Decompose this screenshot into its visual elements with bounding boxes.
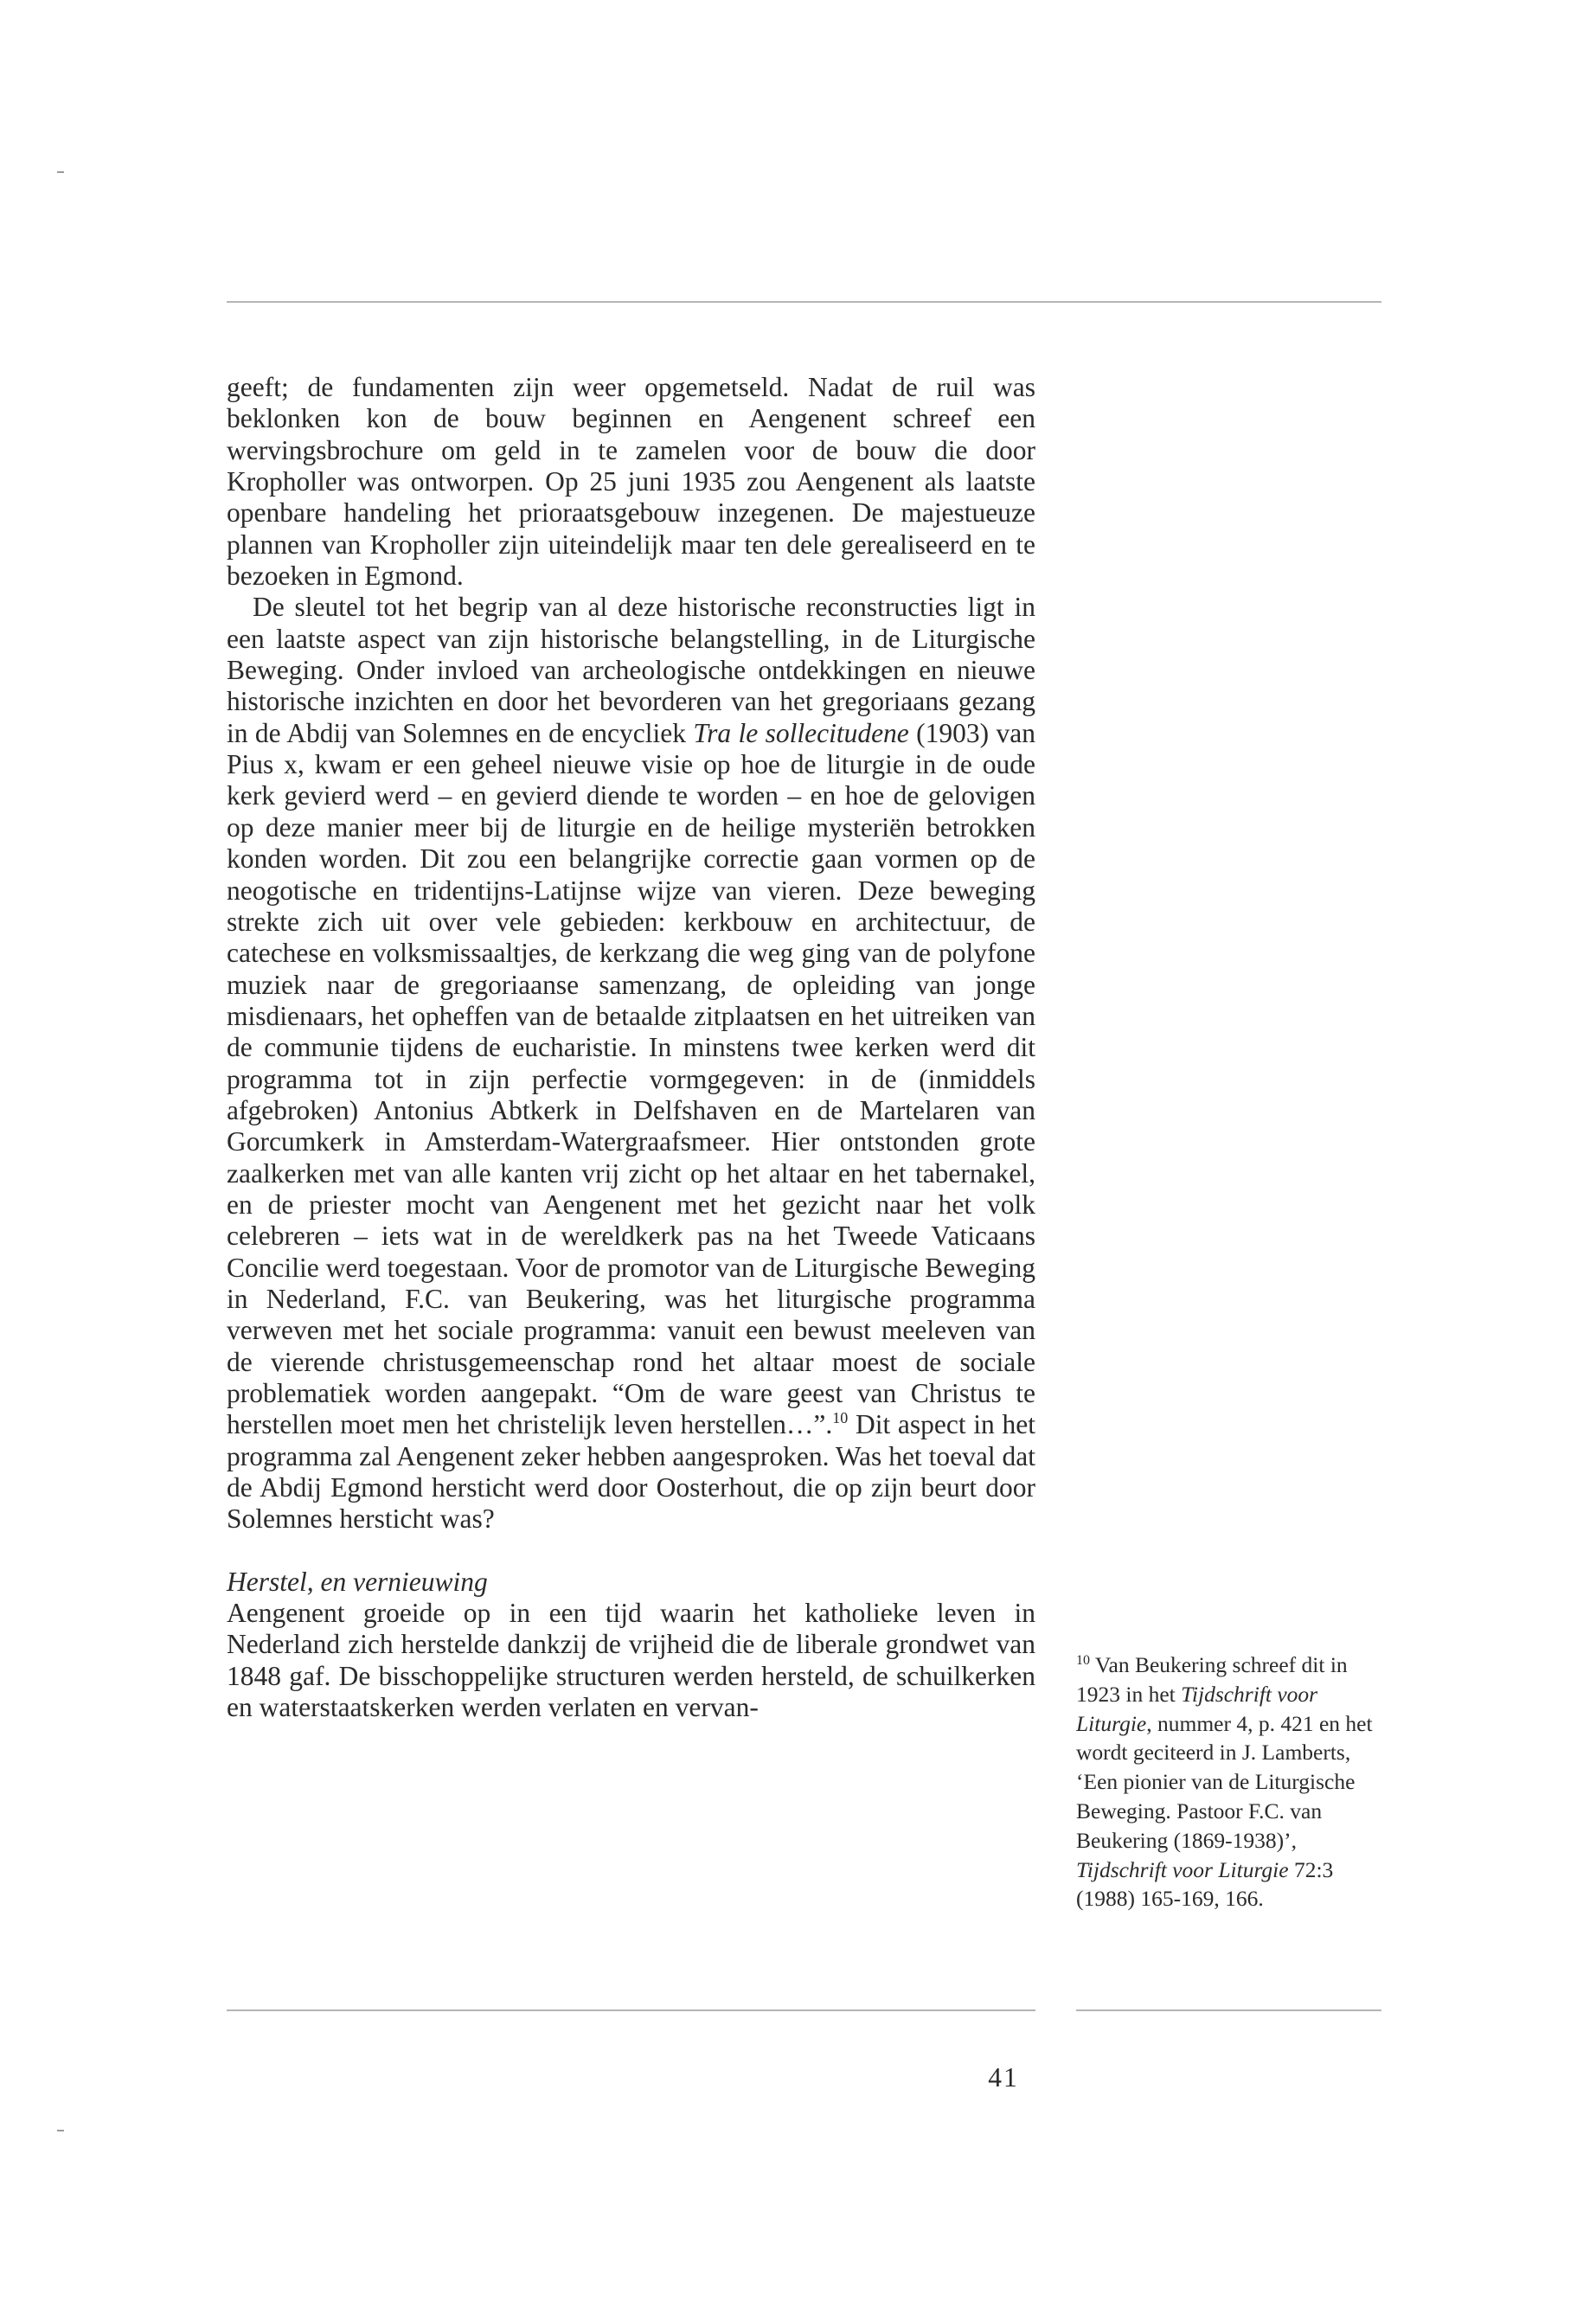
paragraph-2 xyxy=(227,592,1035,1535)
section-heading: Herstel, en vernieuwing xyxy=(227,1566,488,1597)
paragraph-3-text: Aengenent groeide op in een tijd waarin het katholieke leven in Nederland zich herstelde dankzij de vrijheid die de liberale grondwet van 1848 gaf. De bisschoppelijke structuren werden hersteld, de schuilkerken en waterstaatskerken werden verlaten en vervan- xyxy=(227,1598,1035,1723)
paragraph-1-text: geeft; de fundamenten zijn weer opgemetseld. Nadat de ruil was beklonken kon de bouw beginnen en Aengenent schreef een wervingsbrochure om geld in te zamelen voor de bouw die door Kropholler was ontworpen. Op 25 juni 1935 zou Aengenent als laatste openbare handeling het prioraatsgebouw inzegenen. De majestueuze plannen van Kropholler zijn uiteindelijk maar ten dele gerealiseerd en te bezoeken in Egmond. xyxy=(227,372,1035,592)
footnote-reference[interactable]: 10 xyxy=(832,1409,849,1427)
paragraph-1 xyxy=(227,372,1035,592)
header-rule xyxy=(227,301,1381,303)
footnote-text-1: Van Beukering schreef dit in 1923 in het xyxy=(1076,1652,1348,1707)
footnote-text-3: 72:3 (1988) 165-169, 166. xyxy=(1076,1856,1334,1912)
main-text-column xyxy=(227,372,1035,1723)
paragraph-2-text-c: Dit aspect in het programma zal Aengenent zeker hebben aangesproken. Was het toeval dat de Abdij Egmond hersticht werd door Oosterhout, die op zijn beurt door Solemnes hersticht was? xyxy=(227,1409,1035,1535)
paragraph-3 xyxy=(227,1598,1035,1723)
crop-mark-top xyxy=(57,171,64,173)
footnote-journal-title-2: Tijdschrift voor Liturgie xyxy=(1076,1856,1289,1882)
footnote-number: 10 xyxy=(1076,1653,1090,1668)
footer-rule-main xyxy=(227,2009,1035,2011)
encyclical-title: Tra le sollecitudene xyxy=(693,717,909,748)
footnote xyxy=(1076,1650,1381,1913)
footnote-journal-title-1: Tijdschrift voor Liturgie xyxy=(1076,1681,1318,1736)
paragraph-2-text-a: De sleutel tot het begrip van al deze historische reconstructies ligt in een laatste aspect van zijn historische belangstelling, in de Liturgische Beweging. Onder invloed van archeologische ontdekkingen en nieuwe historische inzichten en door het bevorderen van het gregoriaans gezang in de Abdij van Solemnes en de encycliek xyxy=(227,592,1035,748)
footnote-text-2: , nummer 4, p. 421 en het wordt geciteerd in J. Lamberts, ‘Een pionier van de Liturgische Beweging. Pastoor F.C. van Beukering (1869-1938)’, xyxy=(1076,1710,1373,1853)
crop-mark-bottom xyxy=(57,2130,64,2131)
page-number: 41 xyxy=(988,2062,1019,2093)
paragraph-2-text-b: (1903) van Pius x, kwam er een geheel nieuwe visie op hoe de liturgie in de oude kerk gevierd werd – en gevierd diende te worden – en hoe de gelovigen op deze manier meer bij de liturgie en de heilige mysteriën betrokken konden worden. Dit zou een belangrijke correctie gaan vormen op de neogotische en tridentijns-Latijnse wijze van vieren. Deze beweging strekte zich uit over vele gebieden: kerkbouw en architectuur, de catechese en volksmissaaltjes, de kerkzang die weg ging van de polyfone muziek naar de gregoriaanse samenzang, de opleiding van jonge misdienaars, het opheffen van de betaalde zitplaatsen en het uitreiken van de communie tijdens de eucharistie. In minstens twee kerken werd dit programma tot in zijn perfectie vormgegeven: in de (inmiddels afgebroken) Antonius Abtkerk in Delfshaven en de Martelaren van Gorcumkerk in Amsterdam-Watergraafsmeer. Hier ontstonden grote zaalkerken met van alle kanten vrij zicht op het altaar en het tabernakel, en de priester mocht van Aengenent met het gezicht naar het volk celebreren – iets wat in de wereldkerk pas na het Tweede Vaticaans Concilie werd toegestaan. Voor de promotor van de Liturgische Beweging in Nederland, F.C. van Beukering, was het liturgische programma verweven met het sociale programma: vanuit een bewust meeleven van de vierende christusgemeenschap rond het altaar moest de sociale problematiek worden aangepakt. “Om de ware geest van Christus te herstellen moet men het christelijk leven herstellen…”. xyxy=(227,717,1035,1440)
footer-rule-notes xyxy=(1076,2009,1381,2011)
